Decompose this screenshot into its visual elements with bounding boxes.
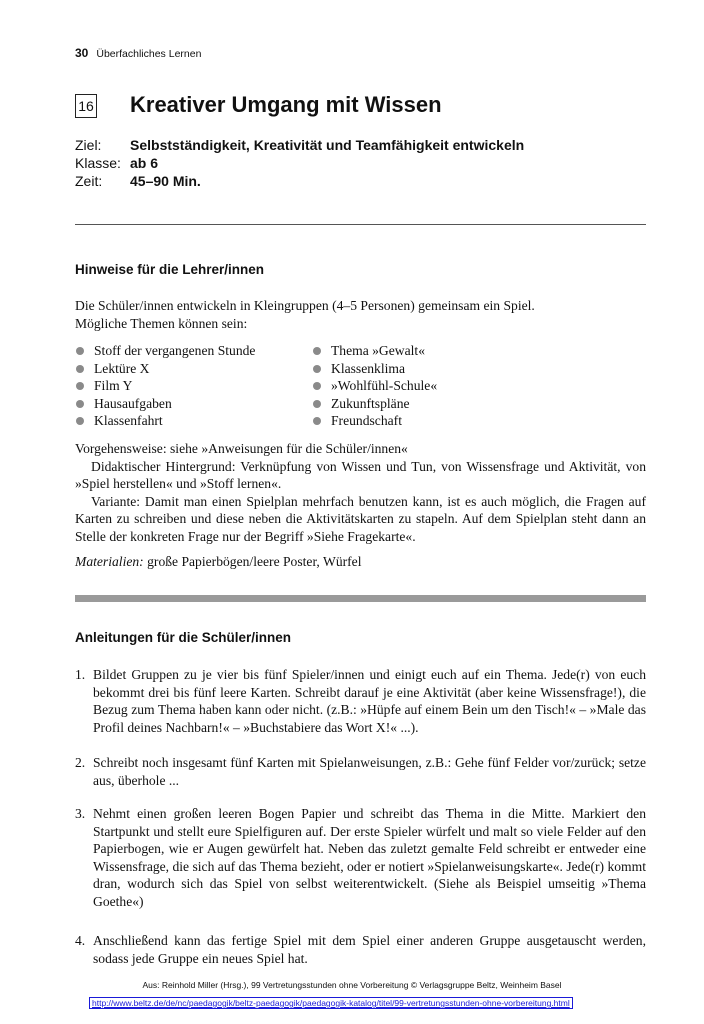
- step-number: 1.: [75, 667, 86, 682]
- materials: [75, 553, 646, 571]
- step-text: Schreibt noch insgesamt fünf Karten mit Spielanweisungen, z.B.: Gehe fünf Felder vor/zurück; setze aus, überhole ...: [93, 755, 646, 788]
- meta-goal-label: Ziel:: [75, 137, 102, 153]
- themes-list-left: [75, 342, 255, 430]
- step-text: Nehmt einen großen leeren Bogen Papier und schreibt das Thema in die Mitte. Markiert den Startpunkt und stellt eure Spielfiguren auf. Der erste Spieler würfelt und malt so viele Felder auf den Papierbogen, wie er Augen gewürfelt hat. Neben das zuletzt gemalte Feld schreibt er entweder eine Wissensfrage, die sich auf das Thema bezieht, oder er notiert »Spielanweisungskarte«. Jede(r) kommt dran, wodurch sich das Spiel von selbst weiterentwickelt. (Siehe als Beispiel umseitig »Thema Goethe«): [93, 806, 646, 909]
- source-link[interactable]: http://www.beltz.de/de/nc/paedagogik/beltz-paedagogik/paedagogik-katalog/titel/99-vertretungsstunden-ohne-vorbereitung.html: [89, 997, 573, 1009]
- step-number: 4.: [75, 933, 86, 948]
- chapter-title: Kreativer Umgang mit Wissen: [130, 92, 442, 117]
- list-item: Freundschaft: [312, 412, 437, 430]
- step-text: Anschließend kann das fertige Spiel mit dem Spiel einer anderen Gruppe ausgetauscht werden, sodass jede Gruppe ein neues Spiel hat.: [93, 933, 646, 966]
- teacher-notes: [75, 440, 646, 546]
- list-item: Klassenklima: [312, 360, 437, 378]
- bullet-icon: [313, 382, 321, 390]
- source-note: Aus: Reinhold Miller (Hrsg.), 99 Vertretungsstunden ohne Vorbereitung © Verlagsgruppe Beltz, Weinheim Basel: [142, 980, 562, 990]
- step-item: [75, 805, 646, 911]
- step-number: 3.: [75, 806, 86, 821]
- divider: [75, 224, 646, 225]
- step-item: [75, 754, 646, 789]
- list-item: Thema »Gewalt«: [312, 342, 437, 360]
- step-item: [75, 932, 646, 967]
- list-item: Stoff der vergangenen Stunde: [75, 342, 255, 360]
- intro-line: Mögliche Themen können sein:: [75, 315, 248, 331]
- list-item: Hausaufgaben: [75, 395, 255, 413]
- running-head: [75, 46, 201, 60]
- list-item: Film Y: [75, 377, 255, 395]
- bullet-icon: [76, 347, 84, 355]
- bullet-icon: [313, 400, 321, 408]
- bullet-icon: [313, 347, 321, 355]
- bullet-icon: [313, 417, 321, 425]
- chapter-number: 16: [75, 94, 97, 118]
- bullet-icon: [313, 365, 321, 373]
- students-heading: Anleitungen für die Schüler/innen: [75, 630, 292, 645]
- meta-goal-value: Selbstständigkeit, Kreativität und Teamfähigkeit entwickeln: [130, 137, 525, 153]
- teacher-intro: [75, 297, 646, 332]
- section-name: Überfachliches Lernen: [96, 48, 202, 60]
- section-divider: [75, 595, 646, 602]
- bullet-icon: [76, 400, 84, 408]
- teacher-heading: Hinweise für die Lehrer/innen: [75, 262, 265, 277]
- intro-line: Die Schüler/innen entwickeln in Kleingruppen (4–5 Personen) gemeinsam ein Spiel.: [75, 298, 535, 313]
- meta-time-value: 45–90 Min.: [130, 173, 201, 189]
- materials-value: große Papierbögen/leere Poster, Würfel: [143, 554, 362, 569]
- page-number: 30: [75, 46, 89, 60]
- didactic-text: Didaktischer Hintergrund: Verknüpfung von Wissen und Tun, von Wissensfrage und Aktivität, von »Spiel herstellen« und »Stoff lernen«.: [75, 458, 646, 492]
- step-text: Bildet Gruppen zu je vier bis fünf Spieler/innen und einigt euch auf ein Thema. Jede(r) von euch bekommt drei bis fünf leere Karten. Schreibt darauf je eine Aktivität (aber keine Wissensfrage!), die Bezug zum Thema haben kann oder nicht. (z.B.: »Hüpfe auf einem Bein um den Tisch!« – »Male das Profil deines Nachbarn!« – »Buchstabiere das Wort X!« ...).: [93, 667, 646, 735]
- meta-class-label: Klasse:: [75, 155, 121, 171]
- materials-label: Materialien:: [75, 554, 144, 569]
- list-item: Lektüre X: [75, 360, 255, 378]
- list-item: »Wohlfühl-Schule«: [312, 377, 437, 395]
- meta-time-label: Zeit:: [75, 173, 103, 189]
- list-item: Zukunftspläne: [312, 395, 437, 413]
- bullet-icon: [76, 382, 84, 390]
- bullet-icon: [76, 417, 84, 425]
- meta-class-value: ab 6: [130, 155, 159, 171]
- themes-list-right: [312, 342, 437, 430]
- step-item: [75, 666, 646, 736]
- variant-text: Variante: Damit man einen Spielplan mehrfach benutzen kann, ist es auch möglich, die Fragen auf Karten zu schreiben und diese neben die Aktivitätskarten zu stapeln. Auf dem Spielplan steht dann an Stelle der konkreten Frage nur der Begriff »Siehe Fragekarte«.: [75, 493, 646, 544]
- step-number: 2.: [75, 755, 86, 770]
- list-item: Klassenfahrt: [75, 412, 255, 430]
- bullet-icon: [76, 365, 84, 373]
- procedure-text: Vorgehensweise: siehe »Anweisungen für die Schüler/innen«: [75, 441, 408, 456]
